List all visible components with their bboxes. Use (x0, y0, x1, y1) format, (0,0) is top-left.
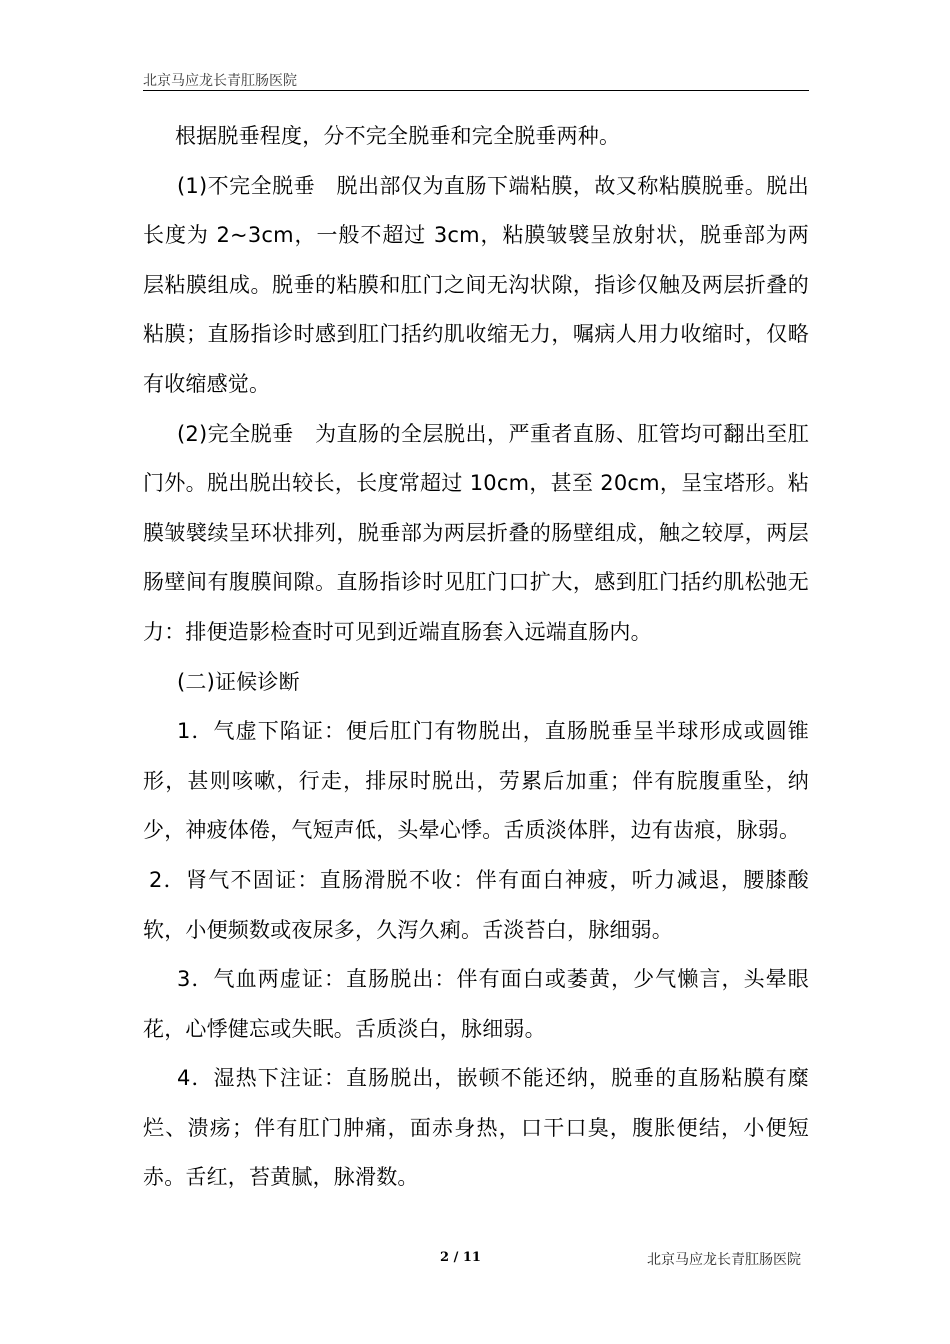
document-body (143, 112, 809, 1203)
paragraph-qi-blood-deficiency: 3．气血两虚证：直肠脱出：伴有面白或萎黄，少气懒言，头晕眼花，心悸健忘或失眠。舌质淡白，脉细弱。 (143, 967, 809, 1041)
paragraph-damp-heat: 4．湿热下注证：直肠脱出，嵌顿不能还纳，脱垂的直肠粘膜有糜烂、溃疡；伴有肛门肿痛，面赤身热，口干口臭，腹胀便结，小便短赤。舌红，苔黄腻，脉滑数。 (143, 1066, 809, 1190)
page-header (143, 70, 809, 91)
paragraph-kidney-qi: 2．肾气不固证：直肠滑脱不收：伴有面白神疲，听力减退，腰膝酸软，小便频数或夜尿多，久泻久痢。舌淡苔白，脉细弱。 (143, 867, 809, 942)
page-number: 2 / 11 (440, 1250, 481, 1265)
section-heading-syndrome-diagnosis: (二)证候诊断 (177, 669, 300, 694)
paragraph-complete-prolapse: (2)完全脱垂 为直肠的全层脱出，严重者直肠、肛管均可翻出至肛门外。脱出脱出较长，长度常超过 10cm，甚至 20cm，呈宝塔形。粘膜皱襞续呈环状排列，脱垂部为两层折叠的肠壁组成，触之较厚，两层肠壁间有腹膜间隙。直肠指诊时见肛门口扩大，感到肛门括约肌松弛无力：排便造影检查时可见到近端直肠套入远端直肠内。 (143, 421, 809, 644)
paragraph-qi-deficiency: 1．气虚下陷证：便后肛门有物脱出，直肠脱垂呈半球形成或圆锥形，甚则咳嗽，行走，排尿时脱出，劳累后加重；伴有脘腹重坠，纳少，神疲体倦，气短声低，头晕心悸。舌质淡体胖，边有齿痕，脉弱。 (143, 719, 809, 843)
paragraph-incomplete-prolapse: (1)不完全脱垂 脱出部仅为直肠下端粘膜，故又称粘膜脱垂。脱出长度为 2~3cm，一般不超过 3cm，粘膜皱襞呈放射状，脱垂部为两层粘膜组成。脱垂的粘膜和肛门之间无沟状隙，指诊仅触及两层折叠的粘膜；直肠指诊时感到肛门括约肌收缩无力，嘱病人用力收缩时，仅略有收缩感觉。 (143, 173, 809, 396)
footer-organization: 北京马应龙长青肛肠医院 (647, 1252, 801, 1268)
paragraph-intro: 根据脱垂程度，分不完全脱垂和完全脱垂两种。 (175, 124, 621, 148)
header-title: 北京马应龙长青肛肠医院 (143, 73, 297, 89)
